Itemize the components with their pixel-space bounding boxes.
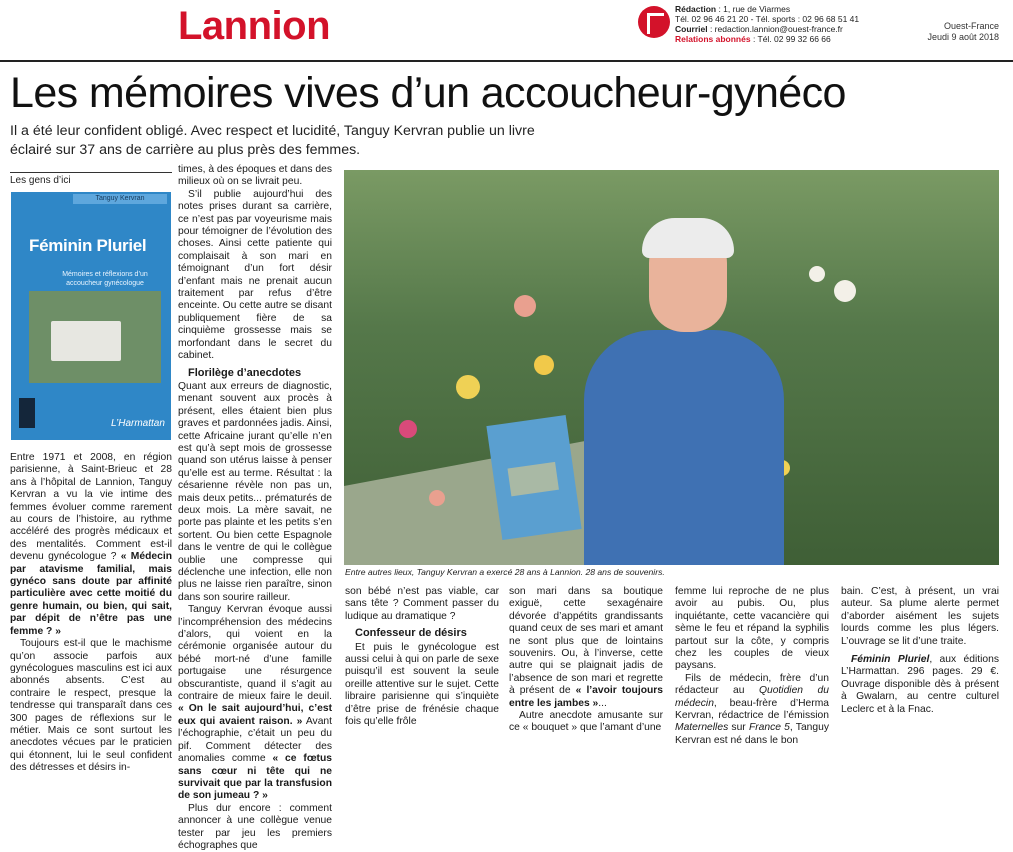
book-cover-photo xyxy=(29,291,161,383)
book-author: Tanguy Kervran xyxy=(73,194,167,204)
col5-italic2: Maternelles xyxy=(675,722,729,734)
header-divider xyxy=(0,60,1013,62)
col1-quote: « Médecin par atavisme familial, mais gynéco sans doute par affinité particulière avec cette moitié du genre humain, ou bien, qui sait, par dépit de n’être pas une femme ? » xyxy=(10,551,172,637)
flower xyxy=(514,295,536,317)
col1-para1: Entre 1971 et 2008, en région parisienne, à Saint-Brieuc et 28 ans à l’hôpital de Lannion, Tanguy Kervran a vu la vie intime des femmes évoluer comme rarement au cours de l’histoire, au rythme accéléré des progrès médicaux et des mentalités. Comment est-il devenu gynécologue ? xyxy=(10,452,172,563)
publication-name: Ouest-France xyxy=(943,21,999,31)
publication-info xyxy=(927,21,999,43)
collection-mark-icon xyxy=(19,398,35,428)
flower xyxy=(534,355,554,375)
column-6 xyxy=(841,586,999,716)
col4-para2: Autre anecdote amusante sur ce « bouquet » que l’amant d’une xyxy=(509,710,663,734)
portrait-photo xyxy=(344,170,999,565)
flower xyxy=(456,375,480,399)
col5-italic1: Quotidien du médecin xyxy=(675,685,829,709)
photo-caption: Entre autres lieux, Tanguy Kervran a exercé 28 ans à Lannion. 28 ans de souvenirs. xyxy=(345,567,665,577)
phones: Tél. 02 96 46 21 20 - Tél. sports : 02 96 68 51 41 xyxy=(675,14,860,24)
person-hair xyxy=(642,218,734,258)
publication-date: Jeudi 9 août 2018 xyxy=(927,32,999,42)
col4-quote: « l’avoir toujours entre les jambes » xyxy=(509,685,664,709)
book-publisher: L’Harmattan xyxy=(111,418,165,429)
col6-para1: bain. C’est, à présent, un vrai auteur. Sa plume alerte permet d’aborder aisément les sujets lourds comme les plus légers. L’ouvrage se lit d’une traite. xyxy=(841,586,999,647)
col2-para1: times, à des époques et dans des milieux où on se livrait peu. xyxy=(178,164,332,188)
col2-para3: Quant aux erreurs de diagnostic, menant souvent aux procès à présent, elles étaient bien plus graves et pardonnées jadis. Ainsi, cette Africaine jurant qu’elle n’en est qu’à sept mois de grossesse quand son utérus laisse à penser qu’elle est au terme. Résultat : la césarienne révèle non pas un, mais deux petits... prématurés de deux mois. La mère savait, ne porte pas plainte et les petits s’en sortent. Ou bien cette Espagnole dans le ventre de qui le collègue oublie une compresse qui déclenche une infection, elle non plus ne laisse rien paraître, sinon dans son sourire railleur. xyxy=(178,380,332,603)
col2-para4b: Avant l’échographie, c’était un peu du pif. Comment détecter des anomalies comme xyxy=(178,715,333,765)
rubric-label: Les gens d’ici xyxy=(10,172,172,187)
col2-quote2: « ce fœtus sans cœur ni tête qui ne survivait que par la transfusion de son jumeau ? » xyxy=(178,753,332,802)
col5-para2d: , Tanguy Kervran est né dans le bon xyxy=(675,722,829,746)
courriel-value: : redaction.lannion@ouest-france.fr xyxy=(707,24,843,34)
book-title: Féminin Pluriel xyxy=(29,236,147,255)
col3-para2: Et puis le gynécologue est aussi celui à qui on parle de sexe puisqu’il est souvent la seule oreille attentive sur le sujet. Cette libraire parisienne qui s’inquiète d’être prise de frénésie chaque fois qu’elle frôle xyxy=(345,641,499,728)
redaction-address: : 1, rue de Viarmes xyxy=(716,4,791,14)
column-5 xyxy=(675,586,829,747)
col2-para4: Tanguy Kervran évoque aussi l’incompréhension des médecins d’alors, qui voient en la cérémonie organisée autour du bébé mort-né d’une famille portugaise une résurgence obscurantiste, quand il s’agit au contraire de mieux faire le deuil. xyxy=(178,604,332,703)
col5-para2b: , beau-frère d’Herma Kervran, rédactrice de l’émission xyxy=(675,697,829,722)
flower xyxy=(809,266,825,282)
col5-italic3: France 5 xyxy=(748,722,790,734)
col2-para5: Plus dur encore : comment annoncer à une collègue venue tester par jeu les premiers échographes que xyxy=(178,802,332,851)
standfirst: Il a été leur confident obligé. Avec respect et lucidité, Tanguy Kervran publie un livre éclairé sur 37 ans de carrière au plus près des femmes. xyxy=(10,123,535,158)
contact-block xyxy=(675,4,859,44)
ouest-france-logo-icon xyxy=(638,6,670,38)
col1-para2: Toujours est-il que le machisme qu’on associe parfois aux gynécologues masculins est ici aux abonnés absents. C’est au contraire le respect, presque la tendresse qui transparaît dans ces 300 pages de réflexions sur le métier. Mais ce sont surtout les anecdotes vécues par le praticien qui étonnent, lui le seul confident des détresses et désirs in- xyxy=(10,638,172,774)
subheading-florilege: Florilège d’anecdotes xyxy=(188,366,302,379)
col6-book-title: Féminin Pluriel xyxy=(851,654,930,666)
column-2 xyxy=(178,164,332,852)
column-1 xyxy=(10,452,172,775)
col5-para2: Fils de médecin, frère d’un rédacteur au xyxy=(675,672,829,697)
col5-para2c: sur xyxy=(728,722,749,734)
col2-para2: S’il publie aujourd’hui des notes prises durant sa carrière, ce n’est pas par voyeurisme mais pour témoigner de l’évolution des choses. Ainsi cette patiente qui complaisait à son mari en témoignant d’un fort désir d’enfant mais ne prenait aucun traitement par refus d’être enceinte. Ou cette autre se disant publiquement fière de sa cinquième grossesse mais se morfondant dans le secret du cabinet. xyxy=(178,188,332,362)
courriel-label: Courriel xyxy=(675,24,708,34)
held-book xyxy=(486,415,581,540)
abonnes-label: Relations abonnés xyxy=(675,34,751,44)
col2-quote1: « On le sait aujourd’hui, c’est eux qui avaient raison. » xyxy=(178,703,332,727)
person-shirt xyxy=(584,330,784,565)
redaction-label: Rédaction xyxy=(675,4,717,14)
section-title: Lannion xyxy=(178,4,331,48)
col4-para1: son mari dans sa boutique exiguë, cette sexagénaire dévorée d’appétits grandissants quand ceux de ses mari et amant ne sont plus que de lointains souvenirs. Ou, à l’inverse, cette autre qui se plaignait jadis de l’absence de son mari et regrette à présent de xyxy=(509,586,663,697)
col4-para1-end: ... xyxy=(598,697,607,709)
column-4 xyxy=(509,586,663,735)
flower xyxy=(834,280,856,302)
col6-book-info: , aux éditions L’Harmattan. 296 pages. 29 €. Ouvrage disponible dès à présent à Gwalarn, au centre culturel Leclerc et à la Fnac. xyxy=(841,654,999,715)
headline: Les mémoires vives d’un accoucheur-gynéco xyxy=(10,69,846,117)
flower xyxy=(429,490,445,506)
subheading-confesseur: Confesseur de désirs xyxy=(355,627,467,640)
book-subtitle: Mémoires et réflexions d’un accoucheur gynécologue xyxy=(62,271,148,287)
col5-para1: femme lui reproche de ne plus avoir au pubis. Ou, plus inquiétante, cette vacancière qui sème le feu et répand la syphilis partout sur la côte, y compris chez les couples de vieux paysans. xyxy=(675,586,829,672)
col3-para1: son bébé n’est pas viable, car sans tête ? Comment passer du ludique au dramatique ? xyxy=(345,586,499,622)
book-cover-image xyxy=(11,192,171,440)
column-3 xyxy=(345,586,499,728)
flower xyxy=(399,420,417,438)
abonnes-value: : Tél. 02 99 32 66 66 xyxy=(750,34,831,44)
